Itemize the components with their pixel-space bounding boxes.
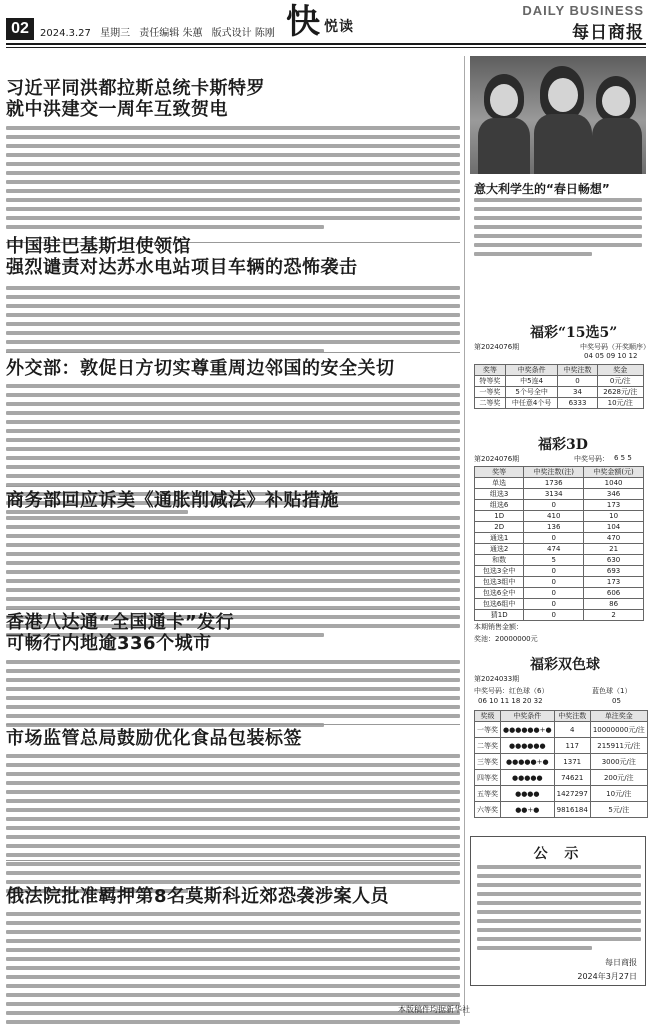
lottery-15x5-numbers-label: 中奖号码（开奖顺序） (580, 343, 650, 351)
table-row (475, 376, 644, 387)
table-header: 中奖注数 (554, 711, 590, 722)
table-cell: 中5连4 (505, 376, 558, 387)
issue-line (40, 24, 281, 39)
table-header: 中奖金额(元) (584, 467, 644, 478)
table-header: 奖金 (597, 365, 643, 376)
lottery-3d-pool-label: 奖池： (474, 635, 495, 643)
table-cell: 0 (524, 566, 584, 577)
table-cell: 2D (475, 522, 524, 533)
table-cell: 5 (524, 555, 584, 566)
issue-designer: 版式设计 陈刚 (211, 28, 275, 39)
column-separator (464, 56, 465, 1016)
article-2 (6, 236, 460, 278)
article-headline: 俄法院批准羁押第8名莫斯科近郊恐袭涉案人员 (6, 886, 390, 907)
table-cell: 二等奖 (475, 398, 506, 409)
table-cell: 630 (584, 555, 644, 566)
table-cell: 3134 (524, 489, 584, 500)
issue-weekday: 星期三 (100, 28, 131, 39)
table-cell: 1040 (584, 478, 644, 489)
table-cell: 10000000元/注 (590, 722, 647, 738)
article-4 (6, 490, 460, 511)
table-cell: 组选3 (475, 489, 524, 500)
table-cell: 1371 (554, 754, 590, 770)
table-cell: 0 (524, 577, 584, 588)
footer-note: 本版稿件均据新华社 (398, 1005, 470, 1014)
article-divider (6, 352, 460, 353)
table-row (475, 786, 648, 802)
notice-date: 2024年3月27日 (577, 972, 637, 981)
table-cell: 117 (554, 738, 590, 754)
table-cell: 四等奖 (475, 770, 501, 786)
table-cell: 包选3组中 (475, 577, 524, 588)
table-cell: 0 (524, 533, 584, 544)
table-row (475, 522, 644, 533)
lottery-3d-title: 福彩3D (538, 437, 588, 453)
table-cell: 74621 (554, 770, 590, 786)
photo-story-body (474, 198, 642, 261)
table-cell: 1736 (524, 478, 584, 489)
table-cell: 410 (524, 511, 584, 522)
table-cell: 6333 (558, 398, 597, 409)
article-6-body (6, 754, 460, 898)
lottery-15x5-numbers: 04 05 09 10 12 (584, 352, 638, 360)
article-headline: 市场监管总局鼓励优化食品包装标签 (6, 728, 302, 749)
table-cell: 特等奖 (475, 376, 506, 387)
table-cell: 10元/注 (590, 786, 647, 802)
table-row (475, 738, 648, 754)
table-row (475, 398, 644, 409)
table-row (475, 533, 644, 544)
table-cell: ●●●● (501, 786, 555, 802)
table-cell: 一等奖 (475, 387, 506, 398)
table-cell: 215911元/注 (590, 738, 647, 754)
table-header: 中奖注数 (558, 365, 597, 376)
article-6 (6, 728, 460, 749)
lottery-ssq-table (474, 710, 648, 818)
article-7-body (6, 912, 460, 1024)
table-header: 中奖注数(注) (524, 467, 584, 478)
article-divider (6, 609, 460, 610)
table-cell: 通选2 (475, 544, 524, 555)
table-cell: 和数 (475, 555, 524, 566)
table-cell: 2 (584, 610, 644, 621)
table-cell: 0 (524, 610, 584, 621)
table-cell: 三等奖 (475, 754, 501, 770)
lottery-3d-pool-value: 20000000元 (495, 635, 538, 643)
column-logo-big: 快 (286, 2, 320, 42)
lottery-ssq-red-numbers: 06 10 11 18 20 32 (478, 697, 543, 705)
table-cell: 606 (584, 588, 644, 599)
lottery-3d-numbers-label: 中奖号码： (574, 455, 609, 463)
article-3 (6, 358, 460, 379)
table-header: 单注奖金 (590, 711, 647, 722)
table-cell: 1427297 (554, 786, 590, 802)
left-column (6, 52, 460, 1018)
article-1-body (6, 126, 460, 234)
table-row (475, 802, 648, 818)
table-cell: 猜1D (475, 610, 524, 621)
table-cell: 136 (524, 522, 584, 533)
table-cell: 一等奖 (475, 722, 501, 738)
article-headline: 香港八达通“全国通卡”发行 可畅行内地逾336个城市 (6, 612, 235, 655)
table-cell: 二等奖 (475, 738, 501, 754)
article-headline: 外交部：敦促日方切实尊重周边邻国的安全关切 (6, 358, 395, 379)
table-cell: 5个号全中 (505, 387, 558, 398)
table-cell: 0 (558, 376, 597, 387)
table-header: 奖级 (475, 711, 501, 722)
masthead-rule-thin (6, 47, 646, 48)
lottery-3d-draw: 第2024076期 (474, 455, 520, 463)
table-cell: 474 (524, 544, 584, 555)
table-cell: 五等奖 (475, 786, 501, 802)
notice-org: 每日商报 (605, 958, 637, 967)
brand-chinese: 每日商报 (572, 23, 644, 43)
table-cell: 六等奖 (475, 802, 501, 818)
notice-title: 公 示 (533, 846, 585, 862)
table-header: 奖等 (475, 467, 524, 478)
article-2-body (6, 286, 460, 358)
lottery-3d-numbers: 6 5 5 (614, 454, 632, 462)
brand-english: DAILY BUSINESS (522, 3, 644, 18)
lottery-ssq-blue-number: 05 (612, 697, 621, 705)
lottery-ssq-red-label: 中奖号码：红色球（6） (474, 687, 549, 695)
table-cell: 0 (524, 599, 584, 610)
lottery-15x5-table (474, 364, 644, 409)
table-row (475, 577, 644, 588)
table-cell: 包选6全中 (475, 588, 524, 599)
table-row (475, 489, 644, 500)
table-cell: 单选 (475, 478, 524, 489)
public-notice (470, 836, 646, 986)
table-row (475, 599, 644, 610)
table-cell: 包选6组中 (475, 599, 524, 610)
table-cell: 0元/注 (597, 376, 643, 387)
lottery-ssq-title: 福彩双色球 (530, 657, 600, 673)
lottery-15x5-title: 福彩“15选5” (530, 325, 618, 341)
table-row (475, 754, 648, 770)
table-header: 中奖条件 (505, 365, 558, 376)
table-cell: 0 (524, 500, 584, 511)
article-headline: 商务部回应诉美《通胀削减法》补贴措施 (6, 490, 339, 511)
table-row (475, 387, 644, 398)
article-headline: 中国驻巴基斯坦使领馆 强烈谴责对达苏水电站项目车辆的恐怖袭击 (6, 236, 358, 279)
table-cell: 0 (524, 588, 584, 599)
table-row (475, 511, 644, 522)
table-cell: 173 (584, 577, 644, 588)
table-cell: 104 (584, 522, 644, 533)
table-cell: 2628元/注 (597, 387, 643, 398)
table-cell: 10元/注 (597, 398, 643, 409)
masthead (0, 0, 652, 46)
table-cell: 中任意4个号 (505, 398, 558, 409)
table-cell: ●●●●●● (501, 738, 555, 754)
table-cell: 21 (584, 544, 644, 555)
lottery-ssq-blue-label: 蓝色球（1） (592, 687, 632, 695)
table-cell: 3000元/注 (590, 754, 647, 770)
table-header: 中奖条件 (501, 711, 555, 722)
article-5 (6, 612, 460, 654)
article-7 (6, 886, 460, 907)
column-logo (286, 2, 368, 44)
lottery-15x5-draw: 第2024076期 (474, 343, 520, 351)
table-cell: ●●●●● (501, 770, 555, 786)
lottery-3d-table (474, 466, 644, 621)
issue-editor: 责任编辑 朱蕙 (139, 28, 203, 39)
table-row (475, 770, 648, 786)
table-cell: 34 (558, 387, 597, 398)
table-cell: 5元/注 (590, 802, 647, 818)
table-cell: 10 (584, 511, 644, 522)
article-divider (6, 724, 460, 725)
photo-caption: 意大利学生的“春日畅想” (474, 182, 610, 196)
table-cell: ●●●●●+● (501, 754, 555, 770)
table-cell: 4 (554, 722, 590, 738)
table-row (475, 478, 644, 489)
table-row (475, 555, 644, 566)
news-photo (470, 56, 646, 174)
table-cell: 693 (584, 566, 644, 577)
table-row (475, 544, 644, 555)
table-row (475, 588, 644, 599)
table-header: 奖等 (475, 365, 506, 376)
lottery-3d-pool (474, 634, 538, 644)
table-row (475, 610, 644, 621)
table-cell: 86 (584, 599, 644, 610)
article-headline: 习近平同洪都拉斯总统卡斯特罗 就中洪建交一周年互致贺电 (6, 78, 265, 121)
table-cell: 包选3全中 (475, 566, 524, 577)
article-5-body (6, 660, 460, 732)
masthead-rule (6, 43, 646, 45)
article-1 (6, 78, 460, 120)
table-cell: ●●●●●●+● (501, 722, 555, 738)
column-logo-small: 悦读 (324, 19, 354, 35)
table-cell: 470 (584, 533, 644, 544)
notice-body (477, 865, 641, 955)
table-cell: 1D (475, 511, 524, 522)
article-divider (6, 486, 460, 487)
table-row (475, 500, 644, 511)
article-divider (6, 860, 460, 861)
table-cell: 组选6 (475, 500, 524, 511)
lottery-3d-sales: 本期销售金额： (474, 623, 523, 631)
page-number: 02 (6, 18, 34, 40)
table-cell: 9816184 (554, 802, 590, 818)
table-cell: ●●+● (501, 802, 555, 818)
table-cell: 通选1 (475, 533, 524, 544)
lottery-ssq-draw: 第2024033期 (474, 675, 520, 683)
issue-date: 2024.3.27 (40, 28, 91, 39)
table-cell: 346 (584, 489, 644, 500)
table-row (475, 566, 644, 577)
table-cell: 200元/注 (590, 770, 647, 786)
table-cell: 173 (584, 500, 644, 511)
table-row (475, 722, 648, 738)
